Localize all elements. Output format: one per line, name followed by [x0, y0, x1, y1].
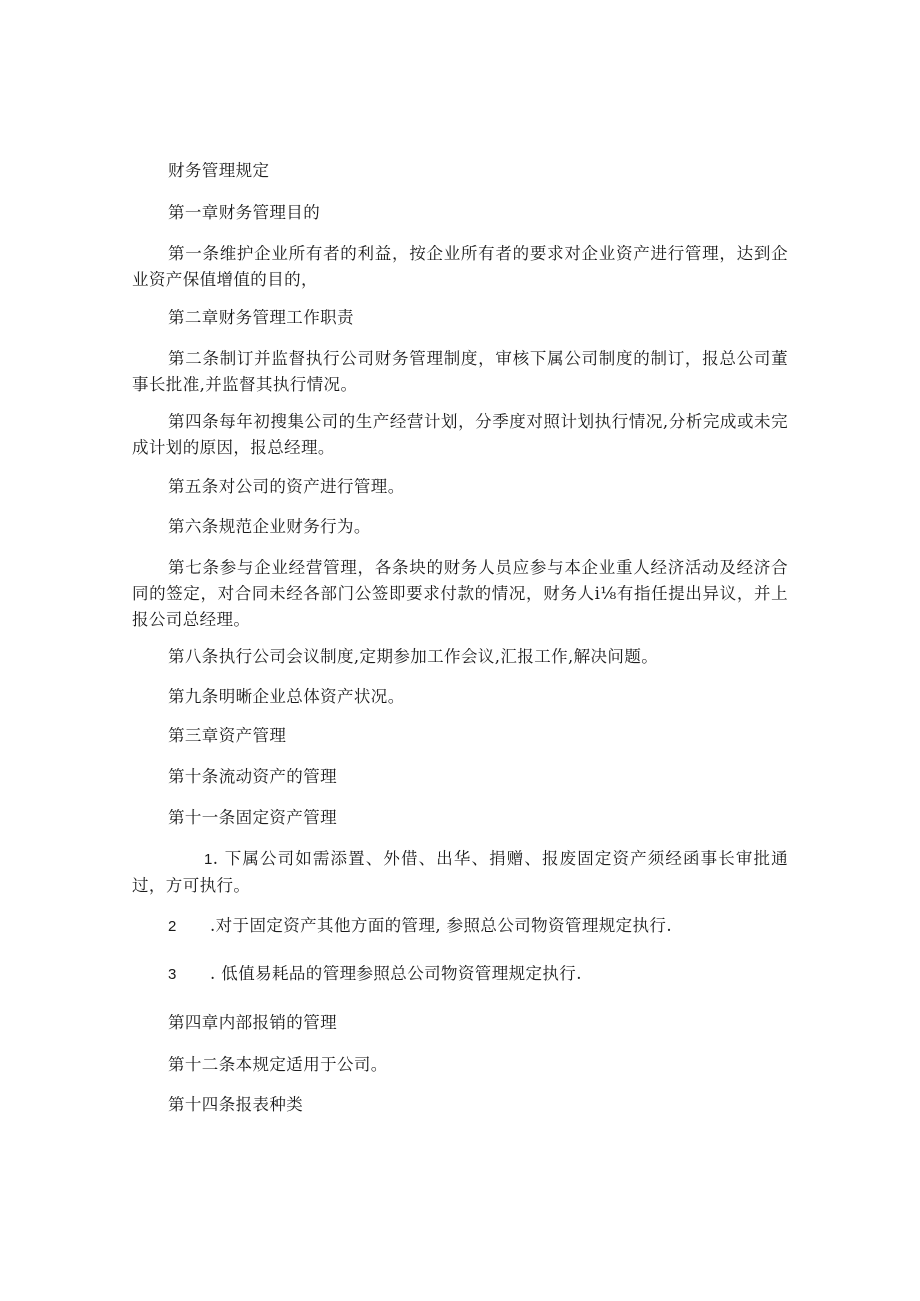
article-12: 第十二条本规定适用于公司。: [168, 1055, 388, 1074]
list-item-number: 2: [168, 918, 177, 935]
list-item-3: [168, 961, 788, 988]
article-14: 第十四条报表种类: [168, 1095, 304, 1114]
chapter-4-heading: 第四章内部报销的管理: [168, 1013, 337, 1032]
list-item-text: . 下属公司如需添置、外借、出华、捐赠、报废固定资产须经函事长审批通过，方可执行。: [132, 849, 788, 895]
article-11: 第十一条固定资产管理: [168, 808, 337, 827]
list-item-text: . 低值易耗品的管理参照总公司物资管理规定执行.: [210, 964, 582, 983]
article-2: 第二条制订并监督执行公司财务管理制度，审核下属公司制度的制订，报总公司董事长批准,并监督其执行情况。: [132, 349, 788, 394]
document-title: 财务管理规定: [168, 161, 270, 180]
list-item-number: 3: [168, 966, 177, 983]
article-9: 第九条明晰企业总体资产状况。: [168, 687, 405, 706]
article-10: 第十条流动资产的管理: [168, 767, 337, 786]
article-6: 第六条规范企业财务行为。: [168, 517, 371, 536]
list-item-text: .对于固定资产其他方面的管理, 参照总公司物资管理规定执行.: [210, 916, 672, 935]
article-1: 第一条维护企业所有者的利益，按企业所有者的要求对企业资产进行管理，达到企业资产保值增值的目的，: [132, 244, 788, 289]
list-item-number: 1: [204, 851, 213, 868]
article-4: 第四条每年初搜集公司的生产经营计划，分季度对照计划执行情况,分析完成或未完成计划的原因，报总经理。: [132, 412, 788, 457]
list-item-2: [168, 913, 788, 940]
article-5: 第五条对公司的资产进行管理。: [168, 477, 405, 496]
article-8: 第八条执行公司会议制度,定期参加工作会议,汇报工作,解决问题。: [168, 647, 659, 666]
chapter-1-heading: 第一章财务管理目的: [168, 203, 321, 222]
chapter-3-heading: 第三章资产管理: [168, 726, 287, 745]
article-7: 第七条参与企业经营管理，各条块的财务人员应参与本企业重人经济活动及经济合同的签定，对合同未经各部门公签即要求付款的情况，财务人i⅛有指任提出异议，并上报公司总经理。: [132, 558, 788, 629]
chapter-2-heading: 第二章财务管理工作职责: [168, 308, 354, 327]
list-item-1: [132, 846, 788, 899]
